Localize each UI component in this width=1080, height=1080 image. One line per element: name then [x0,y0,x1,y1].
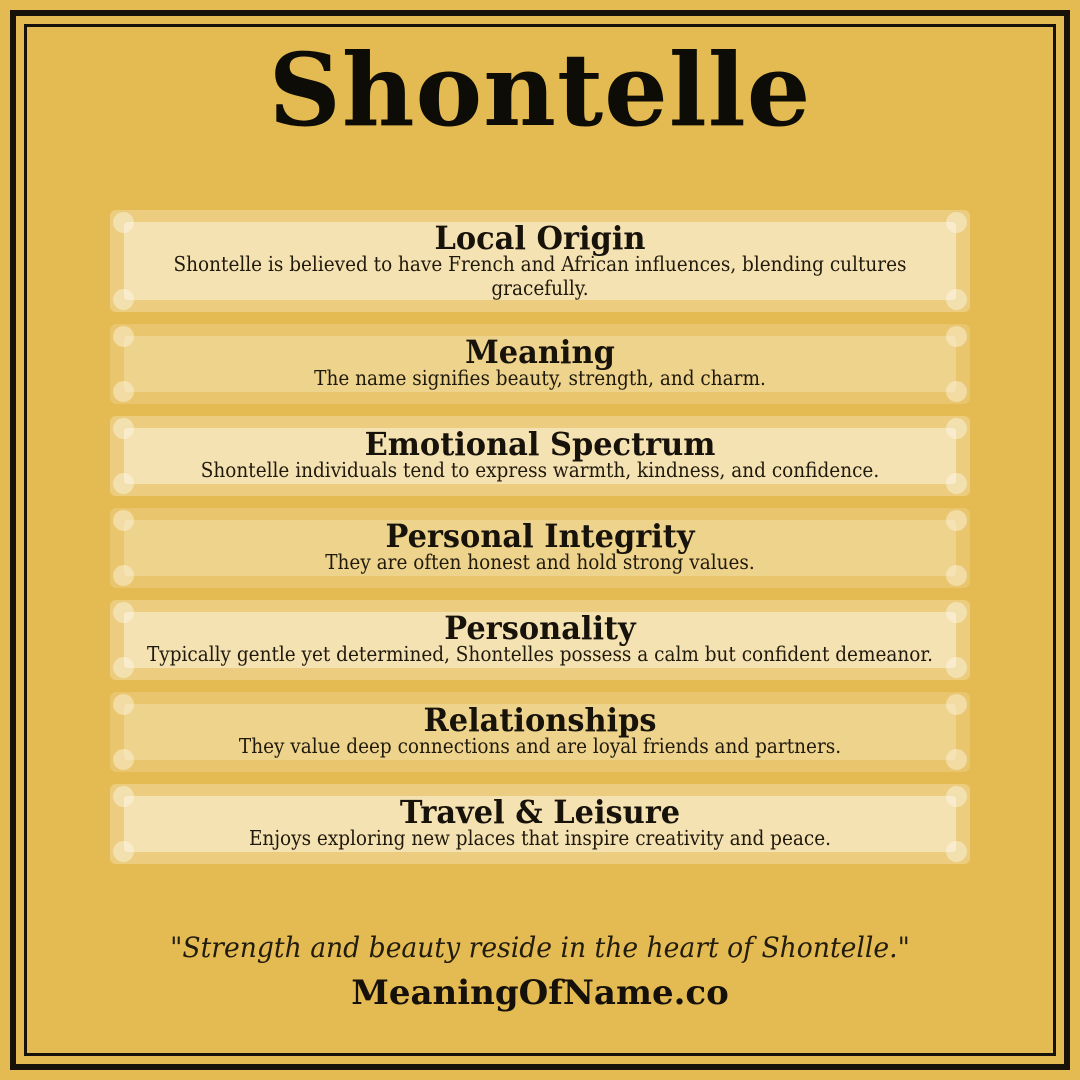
card-body: They value deep connections and are loyal friends and partners. [238,733,842,758]
card-local-origin [110,210,970,312]
info-card-list [110,210,970,864]
corner-dot-icon [946,510,967,531]
card-emotional-spectrum [110,416,970,496]
card-heading: Local Origin [434,219,646,257]
corner-dot-icon [113,418,134,439]
card-heading: Meaning [465,333,615,371]
corner-dot-icon [946,212,967,233]
card-heading: Personality [444,609,636,647]
card-body: They are often honest and hold strong values. [325,549,755,574]
card-heading: Relationships [423,701,657,739]
card-inner-panel [124,333,956,392]
card-heading: Personal Integrity [385,517,695,555]
corner-dot-icon [946,418,967,439]
card-relationships [110,692,970,772]
card-travel-leisure [110,784,970,864]
card-heading: Travel & Leisure [399,793,681,831]
card-inner-panel [124,517,956,576]
card-heading: Emotional Spectrum [364,425,716,463]
card-body: Typically gentle yet determined, Shontelles possess a calm but confident demeanor. [146,641,934,666]
page-title: Shontelle [268,31,812,149]
card-inner-panel [124,609,956,668]
card-personal-integrity [110,508,970,588]
card-body: Enjoys exploring new places that inspire creativity and peace. [248,825,832,850]
corner-dot-icon [113,602,134,623]
card-inner-panel [124,425,956,484]
corner-dot-icon [113,326,134,347]
card-inner-panel [124,793,956,852]
footer-quote: "Strength and beauty reside in the heart of Shontelle." [170,931,910,964]
brand-name: MeaningOfName.co [351,973,729,1013]
corner-dot-icon [946,602,967,623]
corner-dot-icon [113,786,134,807]
card-body: The name signifies beauty, strength, and charm. [314,365,766,390]
card-personality [110,600,970,680]
card-body: Shontelle is believed to have French and African influences, blending cultures gracefully. [173,251,907,301]
corner-dot-icon [946,786,967,807]
card-body: Shontelle individuals tend to express warmth, kindness, and confidence. [200,457,880,482]
corner-dot-icon [113,510,134,531]
card-inner-panel [124,219,956,301]
card-inner-panel [124,701,956,760]
card-meaning [110,324,970,404]
corner-dot-icon [946,326,967,347]
corner-dot-icon [113,694,134,715]
corner-dot-icon [113,212,134,233]
corner-dot-icon [946,694,967,715]
